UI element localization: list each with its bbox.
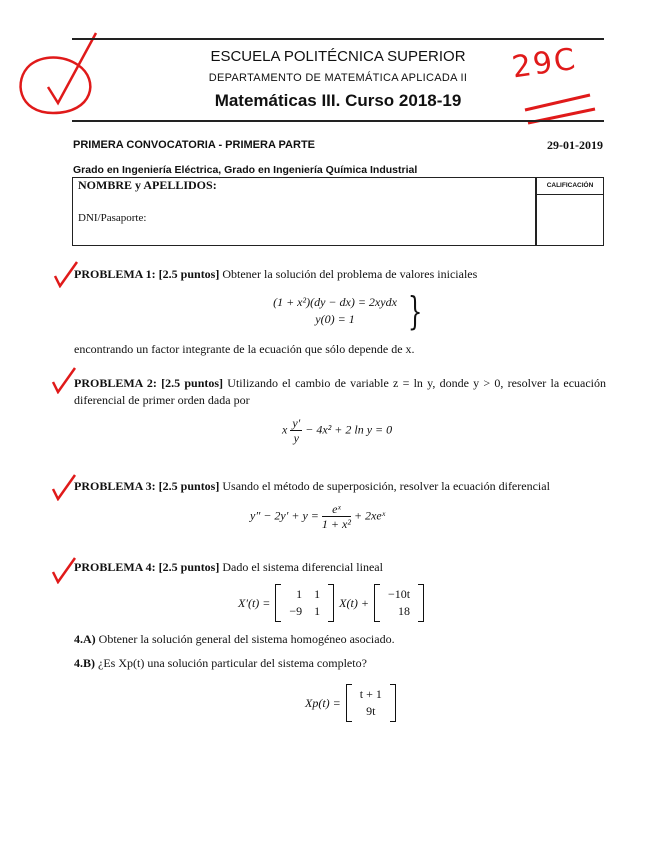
p3-den: 1 + x² [321,517,351,531]
p2-fraction [290,416,302,445]
p3-pre: y″ − 2y′ + y = [250,508,319,523]
problem-4-text: Dado el sistema diferencial lineal [222,560,383,574]
grade-box-header-line [535,194,604,195]
problem-4-part-b [74,655,367,672]
part-a-text: Obtener la solución general del sistema homogéneo asociado. [98,632,395,646]
name-label: NOMBRE y APELLIDOS: [78,178,217,192]
p2-den: y [293,431,299,445]
part-b-text: ¿Es Xp(t) una solución particular del sistema completo? [98,656,367,670]
p4-m11: 1 [296,587,303,601]
p3-fraction [322,502,351,531]
part-b-label: 4.B) [74,656,95,670]
p2-post: − 4x² + 2 ln y = 0 [305,422,393,437]
grade-label: CALIFICACIÓN [546,182,594,189]
problem-2-text: Utilizando el cambio de variable z = ln y, donde y > 0, resolver la ecuación diferencial de primer orden dada por [74,376,607,407]
right-brace: } [407,289,423,333]
exam-session: PRIMERA CONVOCATORIA - PRIMERA PARTE [73,139,316,151]
p4-m12: 1 [314,587,321,601]
p4b-v2: 9t [366,704,376,718]
id-label: DNI/Pasaporte: [78,212,147,224]
problem-4b-equation [305,684,396,722]
problem-3-equation [250,502,385,531]
problem-3-title: PROBLEMA 3: [74,479,156,493]
problem-2-points: [2.5 puntos] [161,376,224,390]
problem-2-title: PROBLEMA 2: [74,376,157,390]
problem-4-title: PROBLEMA 4: [74,560,156,574]
problem-1-after: encontrando un factor integrante de la ecuación que sólo depende de x. [74,342,415,356]
p4-m22: 1 [314,604,321,618]
degrees-line: Grado en Ingeniería Eléctrica, Grado en Ingeniería Química Industrial [73,164,418,176]
p3-post: + 2xeˣ [353,508,386,523]
problem-1-eq-line2: y(0) = 1 [315,312,355,326]
handwritten-grade-note: 29C [509,41,580,86]
problem-3-text: Usando el método de superposición, resolver la ecuación diferencial [222,479,550,493]
p4-v2: 18 [398,604,411,618]
p4-matrix [275,584,334,622]
p4-lhs: X′(t) = [238,595,271,610]
problem-2-equation [282,416,392,445]
problem-3 [74,478,604,495]
course-title: Matemáticas III. Curso 2018-19 [214,91,462,110]
problem-2 [74,375,606,409]
problem-1-points: [2.5 puntos] [158,267,220,281]
problem-1 [74,266,604,283]
problem-1-equation-system [255,294,415,328]
problem-4-part-a [74,631,395,648]
p4-vector [374,584,424,622]
exam-date: 29-01-2019 [547,138,603,152]
problem-4-equation [238,584,424,622]
p2-pre: x [282,422,288,437]
p2-num: y′ [292,416,301,430]
problem-4-points: [2.5 puntos] [158,560,220,574]
problem-1-eq-line1: (1 + x²)(dy − dx) = 2xydx [273,295,397,309]
p4-m21: −9 [289,604,303,618]
p4-v1: −10t [387,587,411,601]
p3-num: eˣ [322,502,351,517]
department-name: DEPARTAMENTO DE MATEMÁTICA APLICADA II [208,72,468,84]
problem-4 [74,559,604,576]
problem-1-title: PROBLEMA 1: [74,267,156,281]
problem-3-points: [2.5 puntos] [158,479,220,493]
p4-mid: X(t) + [339,595,369,610]
p4b-v1: t + 1 [359,687,382,701]
p4b-lhs: Xp(t) = [305,695,341,710]
p4b-vector [346,684,396,722]
school-name: ESCUELA POLITÉCNICA SUPERIOR [210,48,466,65]
problem-1-text: Obtener la solución del problema de valores iniciales [222,267,478,281]
part-a-label: 4.A) [74,632,96,646]
